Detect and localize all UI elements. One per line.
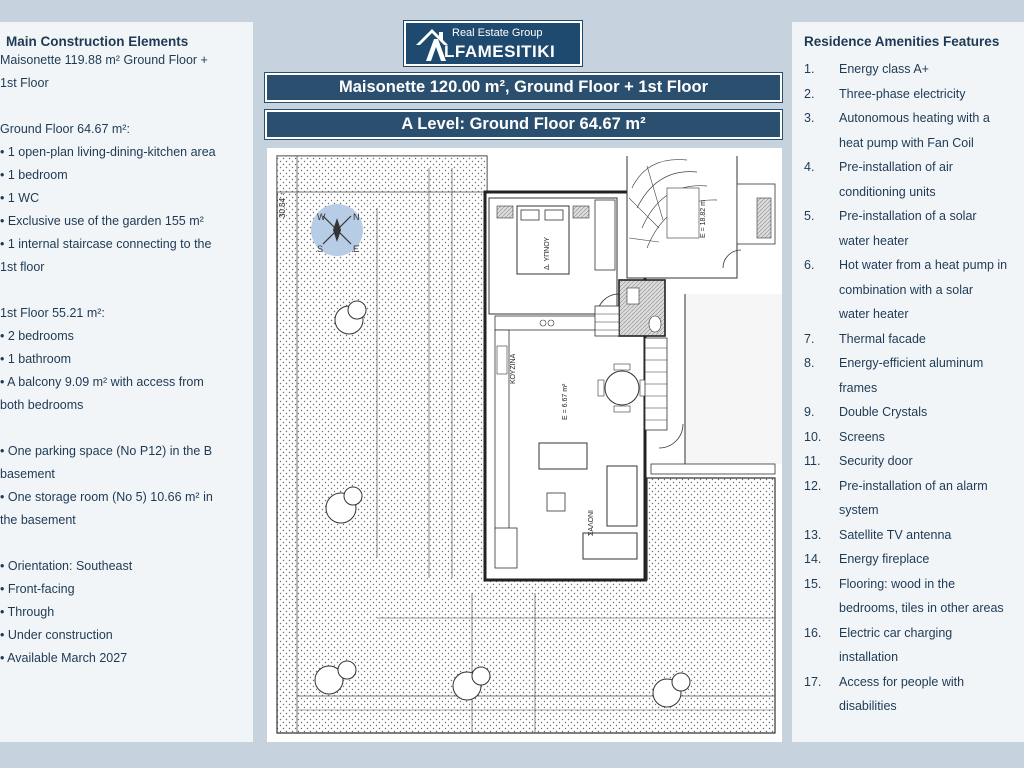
amenity-text: Flooring: wood in the	[839, 576, 956, 591]
kitchen-label: ΚΟΥΖΙΝΑ	[510, 353, 517, 384]
amenity-text: Autonomous heating with a	[839, 111, 990, 125]
construction-element-line: • 1 bedroom	[0, 168, 68, 182]
construction-element-line: • One parking space (No P12) in the B	[0, 444, 213, 458]
construction-element-line: both bedrooms	[0, 398, 84, 412]
construction-element-line: the basement	[0, 513, 76, 527]
amenity-number: 8.	[804, 356, 815, 370]
amenity-text: Pre-installation of a solar	[839, 209, 977, 223]
construction-element-line: • Available March 2027	[0, 651, 128, 665]
amenity-text: Double Crystals	[839, 405, 928, 419]
amenity-item	[792, 572, 1024, 621]
amenity-text: Security door	[839, 454, 913, 468]
amenity-item	[792, 474, 1024, 523]
logo-name: LFAMESITIKI	[444, 42, 556, 61]
compass-e: E	[353, 244, 360, 254]
stair-label: Ε = 18.82 m	[700, 200, 707, 238]
spacer	[0, 532, 253, 555]
construction-element-line: • One storage room (No 5) 10.66 m² in	[0, 490, 213, 504]
amenity-number: 4.	[804, 160, 815, 174]
amenity-number: 6.	[804, 258, 815, 272]
construction-element-line: • Under construction	[0, 628, 113, 642]
amenity-text: Three-phase electricity	[839, 86, 966, 101]
amenity-text: bedrooms, tiles in other areas	[839, 601, 1004, 615]
construction-element-line: 1st Floor 55.21 m²:	[0, 306, 105, 320]
amenity-number: 5.	[804, 209, 815, 223]
amenity-item	[792, 425, 1024, 450]
amenity-number: 2.	[804, 86, 815, 101]
amenity-number: 15.	[804, 576, 822, 591]
construction-element-line: • Orientation: Southeast	[0, 559, 133, 573]
floor-plan	[267, 148, 782, 742]
amenity-number: 16.	[804, 625, 822, 640]
amenity-text: Pre-installation of air	[839, 160, 953, 174]
amenity-number: 17.	[804, 674, 822, 689]
amenity-text: conditioning units	[839, 184, 936, 199]
bedroom-label: Δ. ΥΠΝΟΥ	[544, 236, 551, 270]
construction-elements-title: Main Construction Elements	[6, 34, 189, 49]
amenity-text: Energy fireplace	[839, 552, 930, 566]
amenity-text: Energy class A+	[839, 62, 929, 76]
amenity-text: Access for people with	[839, 674, 965, 689]
amenity-text: Satellite TV antenna	[839, 527, 952, 542]
amenity-number: 13.	[804, 527, 822, 542]
construction-elements-list	[0, 49, 253, 670]
amenity-text: disabilities	[839, 699, 897, 713]
amenity-number: 14.	[804, 552, 822, 566]
construction-element-line: • Through	[0, 605, 55, 619]
construction-element-line: • 2 bedrooms	[0, 329, 74, 343]
amenity-number: 11.	[804, 454, 821, 468]
amenity-item	[792, 400, 1024, 425]
construction-element-line: Maisonette 119.88 m² Ground Floor +	[0, 53, 208, 67]
compass-n: N	[353, 212, 360, 222]
amenity-number: 10.	[804, 429, 822, 444]
amenity-item	[792, 155, 1024, 204]
amenity-item	[792, 523, 1024, 548]
amenity-item	[792, 57, 1024, 82]
compass-icon	[311, 204, 363, 256]
amenity-item	[792, 351, 1024, 400]
amenity-text: heat pump with Fan Coil	[839, 135, 974, 150]
amenity-text: combination with a solar	[839, 282, 974, 297]
floor-plan-drawing	[267, 148, 782, 742]
amenity-text: installation	[839, 650, 899, 664]
dimension-label: 30.54 ↑	[278, 191, 287, 218]
level-title: A Level: Ground Floor 64.67 m²	[265, 110, 782, 139]
construction-element-line: Ground Floor 64.67 m²:	[0, 122, 130, 136]
amenity-text: water heater	[839, 233, 909, 248]
amenity-item	[792, 204, 1024, 253]
compass-w: W	[317, 212, 326, 222]
construction-element-line: 1st floor	[0, 260, 45, 274]
lounge-label: ΣΑΛΟΝΙ	[588, 510, 595, 536]
amenity-number: 9.	[804, 405, 815, 419]
construction-element-line: • A balcony 9.09 m² with access from	[0, 375, 204, 389]
amenity-text: Pre-installation of an alarm	[839, 478, 988, 493]
construction-element-line: • 1 WC	[0, 191, 40, 205]
construction-element-line: • 1 bathroom	[0, 352, 72, 366]
amenity-text: Hot water from a heat pump in	[839, 258, 1008, 272]
amenity-number: 7.	[804, 331, 815, 346]
amenity-item	[792, 621, 1024, 670]
construction-element-line: • 1 internal staircase connecting to the	[0, 237, 212, 251]
amenity-text: system	[839, 503, 879, 517]
amenity-item	[792, 449, 1024, 474]
logo-tagline: Real Estate Group	[452, 27, 543, 39]
amenity-item	[792, 106, 1024, 155]
amenities-list	[792, 57, 1024, 719]
construction-element-line: 1st Floor	[0, 76, 49, 90]
amenity-text: Energy-efficient aluminum	[839, 356, 984, 370]
spacer	[0, 95, 253, 118]
amenity-item	[792, 670, 1024, 719]
spacer	[0, 279, 253, 302]
amenity-text: water heater	[839, 307, 909, 321]
amenities-title: Residence Amenities Features	[804, 34, 1000, 49]
construction-element-line: • 1 open-plan living-dining-kitchen area	[0, 145, 216, 159]
construction-element-line: • Front-facing	[0, 582, 75, 596]
construction-elements-panel	[0, 22, 253, 742]
amenity-number: 12.	[804, 478, 822, 493]
amenity-text: Thermal facade	[839, 331, 926, 346]
amenity-item	[792, 253, 1024, 327]
amenity-number: 1.	[804, 62, 815, 76]
construction-element-line: basement	[0, 467, 55, 481]
amenities-panel	[792, 22, 1024, 742]
listing-title: Maisonette 120.00 m², Ground Floor + 1st Floor	[265, 73, 782, 102]
amenity-text: frames	[839, 380, 878, 395]
amenity-number: 3.	[804, 111, 815, 125]
amenity-text: Screens	[839, 429, 885, 444]
area-label: Ε = 6.67 m²	[562, 383, 569, 420]
company-logo	[404, 21, 582, 66]
amenity-item	[792, 547, 1024, 572]
compass-s: S	[317, 244, 324, 254]
amenity-item	[792, 327, 1024, 352]
construction-element-line: • Exclusive use of the garden 155 m²	[0, 214, 204, 228]
amenity-text: Electric car charging	[839, 625, 953, 640]
amenity-item	[792, 82, 1024, 107]
spacer	[0, 417, 253, 440]
